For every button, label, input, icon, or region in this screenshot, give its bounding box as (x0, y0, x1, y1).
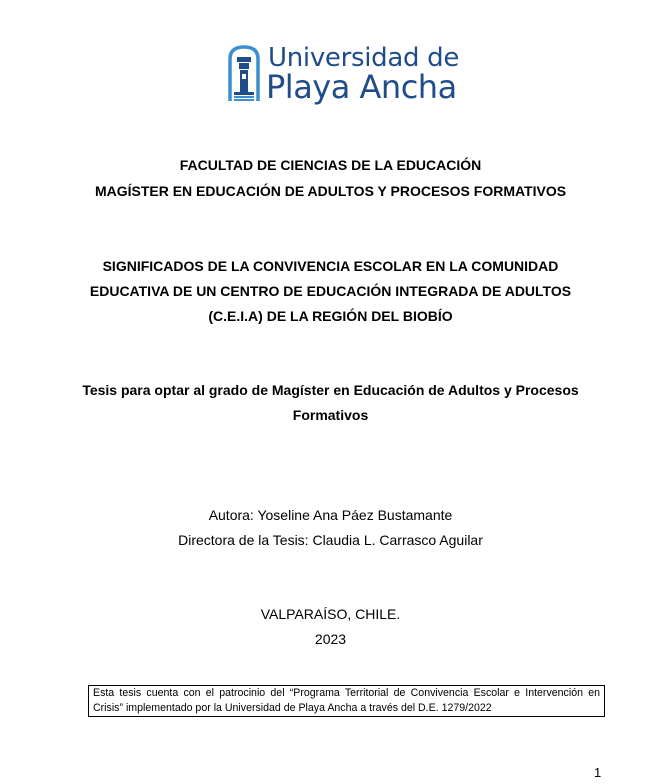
director-line: Directora de la Tesis: Claudia L. Carrasco Aguilar (178, 532, 483, 548)
thesis-title-line-2: EDUCATIVA DE UN CENTRO DE EDUCACIÓN INTEGRADA DE ADULTOS (89, 283, 572, 299)
degree-statement-line-1: Tesis para optar al grado de Magíster en Educación de Adultos y Procesos (82, 382, 579, 398)
sponsorship-note-box: Esta tesis cuenta con el patrocinio del “Programa Territorial de Convivencia Escolar e Intervención en Crisis” implementado por la Universidad de Playa Ancha a través del D.E. 1279/2022 (88, 685, 605, 717)
author-line: Autora: Yoseline Ana Páez Bustamante (208, 507, 453, 523)
thesis-title-line-1: SIGNIFICADOS DE LA CONVIVENCIA ESCOLAR EN LA COMUNIDAD (102, 258, 559, 274)
faculty-heading: FACULTAD DE CIENCIAS DE LA EDUCACIÓN (179, 157, 482, 173)
logo-text-line1: Universidad de (268, 43, 460, 73)
place-line: VALPARAÍSO, CHILE. (260, 606, 401, 622)
lighthouse-emblem-icon (226, 43, 262, 103)
degree-statement-line-2: Formativos (292, 407, 369, 423)
logo-text-line2: Playa Ancha (266, 68, 457, 106)
year-line: 2023 (314, 631, 347, 647)
program-heading: MAGÍSTER EN EDUCACIÓN DE ADULTOS Y PROCESOS FORMATIVOS (94, 183, 567, 199)
page-number: 1 (594, 765, 602, 780)
university-logo (226, 43, 466, 105)
thesis-title-line-3: (C.E.I.A) DE LA REGIÓN DEL BIOBÍO (208, 308, 453, 324)
